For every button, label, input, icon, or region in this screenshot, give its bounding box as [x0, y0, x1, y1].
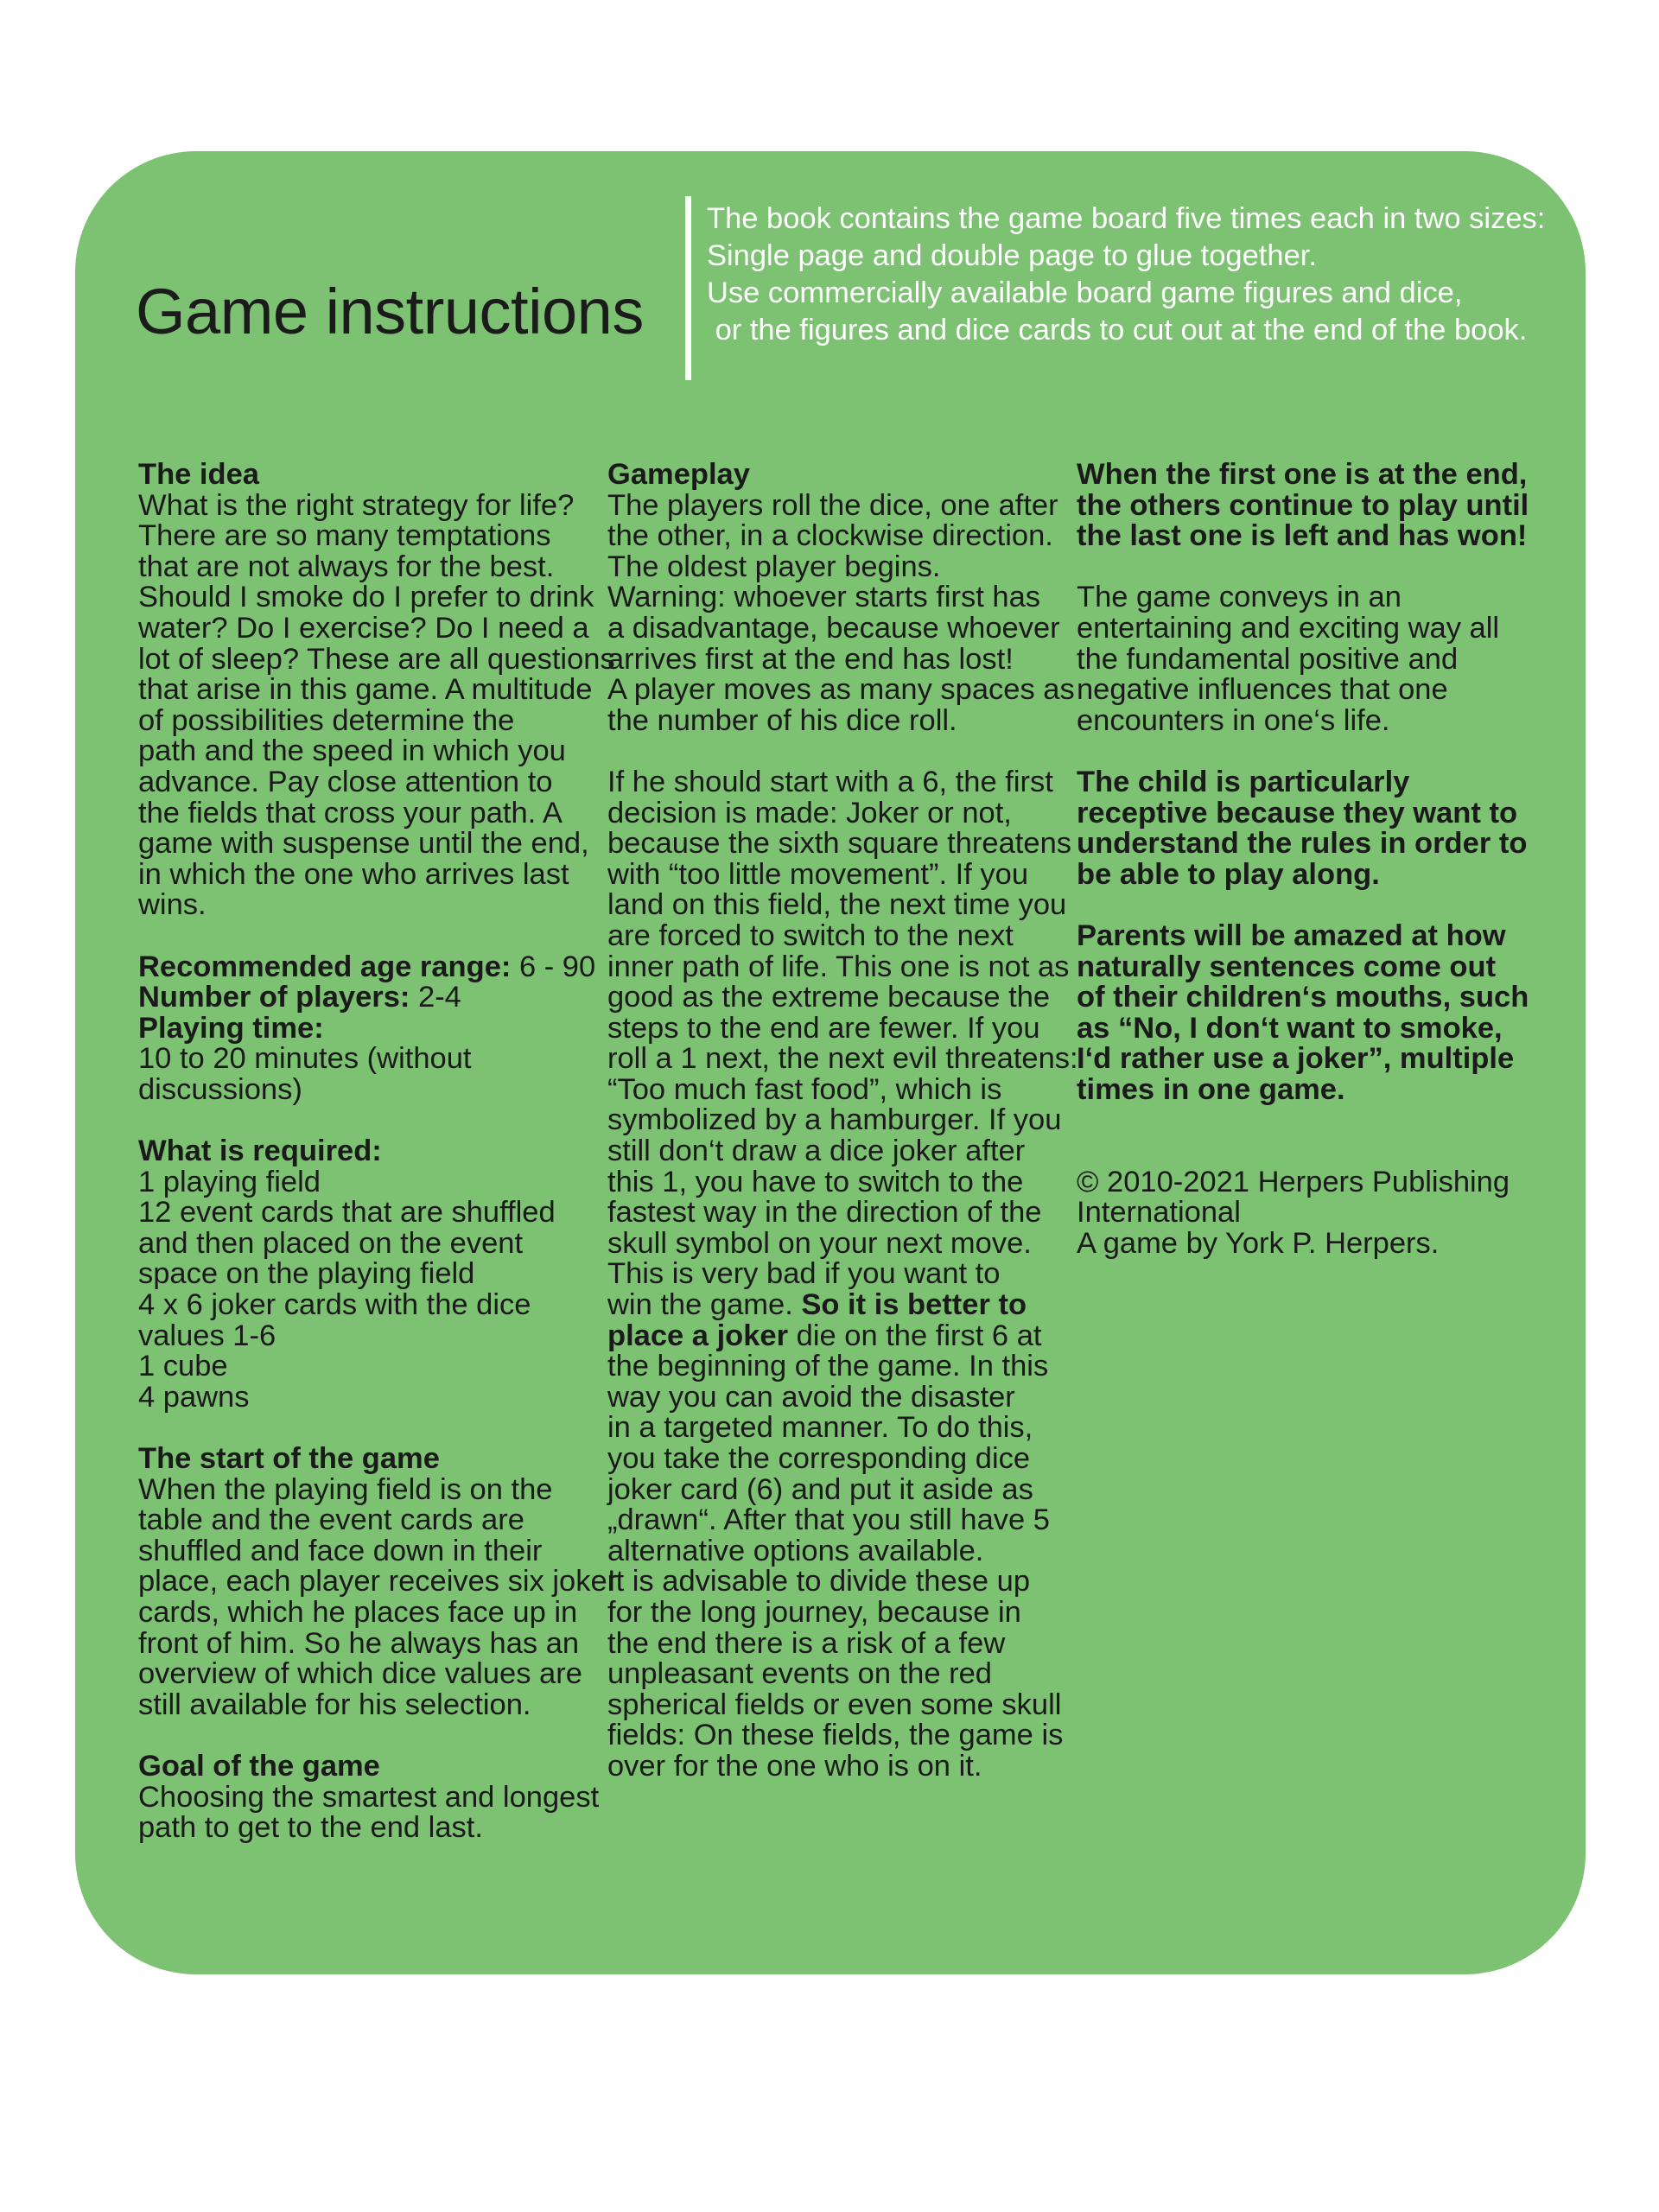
- spacer: [138, 1413, 588, 1444]
- text-line: 4 pawns: [138, 1380, 250, 1414]
- age-value: 6 - 90: [511, 950, 596, 983]
- intro-text: [707, 200, 1546, 349]
- text-line: that are not always for the best.: [138, 550, 555, 583]
- text-line: overview of which dice values are: [138, 1657, 582, 1691]
- text-line: wins.: [138, 888, 207, 922]
- text-line: [607, 1290, 1057, 1321]
- spacer: [138, 1720, 588, 1751]
- text-line: times in one game.: [1077, 1072, 1345, 1106]
- text-line: are forced to switch to the next: [607, 918, 1014, 952]
- spacer: [138, 1105, 588, 1136]
- text-line: front of him. So he always has an: [138, 1626, 580, 1660]
- text-line: shuffled and face down in their: [138, 1534, 543, 1567]
- text-line: spherical fields or even some skull: [607, 1688, 1062, 1721]
- text-line: still available for his selection.: [138, 1688, 531, 1721]
- text-line: skull symbol on your next move.: [607, 1226, 1032, 1260]
- intro-line: Single page and double page to glue together.: [707, 239, 1317, 272]
- text-line: decision is made: Joker or not,: [607, 796, 1012, 830]
- text-line: 12 event cards that are shuffled: [138, 1196, 556, 1230]
- text-line: The players roll the dice, one after: [607, 488, 1058, 522]
- players-label: Number of players:: [138, 981, 410, 1014]
- text-line: A player moves as many spaces as: [607, 673, 1075, 707]
- text-line: lot of sleep? These are all questions: [138, 642, 615, 676]
- spacer: [1077, 552, 1526, 583]
- text-line: way you can avoid the disaster: [607, 1380, 1015, 1414]
- intro-line: The book contains the game board five times each in two sizes:: [707, 202, 1546, 235]
- text-line: Should I smoke do I prefer to drink: [138, 581, 594, 614]
- text-line: the fields that cross your path. A: [138, 796, 563, 830]
- column-left: [138, 458, 618, 1845]
- text-line: The oldest player begins.: [607, 550, 941, 583]
- text-line: fields: On these fields, the game is: [607, 1719, 1064, 1752]
- text-line: values 1-6: [138, 1319, 276, 1352]
- text-line: There are so many temptations: [138, 519, 551, 553]
- text-line: advance. Pay close attention to: [138, 765, 553, 798]
- text-line: and then placed on the event: [138, 1226, 524, 1260]
- text-line: 4 x 6 joker cards with the dice: [138, 1288, 531, 1322]
- text-line: If he should start with a 6, the first: [607, 765, 1053, 798]
- text-line: roll a 1 next, the next evil threatens:: [607, 1042, 1078, 1076]
- text-line: that arise in this game. A multitude: [138, 673, 593, 707]
- text-line: cards, which he places face up in: [138, 1595, 578, 1629]
- spacer: [1077, 736, 1526, 767]
- text-line: This is very bad if you want to: [607, 1257, 1001, 1291]
- text-line: „drawn“. After that you still have 5: [607, 1503, 1050, 1537]
- idea-text: [138, 488, 615, 922]
- spacer: [1077, 1136, 1526, 1167]
- text-line: 1 cube: [138, 1350, 228, 1383]
- spacer: [138, 921, 588, 952]
- age-label: Recommended age range:: [138, 950, 512, 983]
- text-line: of their children‘s mouths, such: [1077, 981, 1529, 1014]
- text-line: discussions): [138, 1072, 302, 1106]
- text-line: game with suspense until the end,: [138, 827, 589, 861]
- text-line: encounters in one‘s life.: [1077, 703, 1390, 737]
- text-line: receptive because they want to: [1077, 796, 1518, 830]
- goal-heading: Goal of the game: [138, 1749, 380, 1783]
- text-line: inner path of life. This one is not as: [607, 950, 1070, 983]
- text-line: with “too little movement”. If you: [607, 857, 1029, 891]
- text-line: Parents will be amazed at how: [1077, 918, 1506, 952]
- text-line: The child is particularly: [1077, 765, 1410, 798]
- text-line: The game conveys in an: [1077, 581, 1402, 614]
- text-line: for the long journey, because in: [607, 1595, 1021, 1629]
- text-line: water? Do I exercise? Do I need a: [138, 611, 589, 645]
- text-line: the number of his dice roll.: [607, 703, 957, 737]
- place-bold-text: place a joker: [607, 1319, 789, 1352]
- text-line: alternative options available.: [607, 1534, 984, 1567]
- text-line: [607, 1321, 1057, 1352]
- required-heading: What is required:: [138, 1135, 382, 1168]
- copyright-line: International: [1077, 1196, 1241, 1230]
- page-title: Game instructions: [136, 276, 644, 347]
- text-line: naturally sentences come out: [1077, 950, 1497, 983]
- text-line: entertaining and exciting way all: [1077, 611, 1500, 645]
- text-line: symbolized by a hamburger. If you: [607, 1103, 1062, 1137]
- text-line: path and the speed in which you: [138, 734, 566, 768]
- text-line: steps to the end are fewer. If you: [607, 1011, 1040, 1045]
- text-line: you take the corresponding dice: [607, 1442, 1031, 1475]
- text-line: be able to play along.: [1077, 857, 1380, 891]
- text-line: place, each player receives six joker: [138, 1565, 618, 1599]
- text-line: the end there is a risk of a few: [607, 1626, 1006, 1660]
- text-line: path to get to the end last.: [138, 1811, 483, 1845]
- text-line: It is advisable to divide these up: [607, 1565, 1031, 1599]
- place-text: die on the first 6 at: [788, 1319, 1042, 1352]
- text-line: Choosing the smartest and longest: [138, 1780, 600, 1814]
- copyright-line: A game by York P. Herpers.: [1077, 1226, 1440, 1260]
- time-label: Playing time:: [138, 1011, 324, 1045]
- text-line: the fundamental positive and: [1077, 642, 1459, 676]
- text-line: in a targeted manner. To do this,: [607, 1411, 1033, 1445]
- text-line: this 1, you have to switch to the: [607, 1165, 1024, 1198]
- text-line: the beginning of the game. In this: [607, 1350, 1049, 1383]
- spacer: [1077, 1105, 1526, 1136]
- text-line: 10 to 20 minutes (without: [138, 1042, 472, 1076]
- win-text: win the game.: [607, 1288, 802, 1322]
- text-line: land on this field, the next time you: [607, 888, 1067, 922]
- text-line: understand the rules in order to: [1077, 827, 1528, 861]
- copyright-line: © 2010-2021 Herpers Publishing: [1077, 1165, 1510, 1198]
- text-line: in which the one who arrives last: [138, 857, 569, 891]
- text-line: of possibilities determine the: [138, 703, 515, 737]
- text-line: the other, in a clockwise direction.: [607, 519, 1053, 553]
- text-line: arrives first at the end has lost!: [607, 642, 1014, 676]
- text-line: “Too much fast food”, which is: [607, 1072, 1002, 1106]
- gameplay-heading: Gameplay: [607, 458, 750, 491]
- text-line: Warning: whoever starts first has: [607, 581, 1041, 614]
- text-line: the last one is left and has won!: [1077, 519, 1528, 553]
- text-line: When the first one is at the end,: [1077, 458, 1528, 491]
- win-bold-text: So it is better to: [801, 1288, 1027, 1322]
- text-line: still don‘t draw a dice joker after: [607, 1135, 1026, 1168]
- spacer: [1077, 890, 1526, 921]
- text-line: negative influences that one: [1077, 673, 1448, 707]
- text-line: fastest way in the direction of the: [607, 1196, 1042, 1230]
- column-middle: [607, 458, 1078, 1783]
- text-line: unpleasant events on the red: [607, 1657, 992, 1691]
- text-line: When the playing field is on the: [138, 1472, 553, 1506]
- text-line: as “No, I don‘t want to smoke,: [1077, 1011, 1503, 1045]
- text-line: space on the playing field: [138, 1257, 475, 1291]
- intro-line: Use commercially available board game figures and dice,: [707, 276, 1463, 309]
- text-line: joker card (6) and put it aside as: [607, 1472, 1033, 1506]
- text-line: the others continue to play until: [1077, 488, 1529, 522]
- players-value: 2-4: [410, 981, 461, 1014]
- text-line: a disadvantage, because whoever: [607, 611, 1060, 645]
- title-divider: [685, 196, 691, 380]
- player-count: [138, 982, 588, 1014]
- text-line: What is the right strategy for life?: [138, 488, 575, 522]
- spacer: [607, 736, 1057, 767]
- text-line: over for the one who is on it.: [607, 1749, 982, 1783]
- intro-line: or the figures and dice cards to cut out at the end of the book.: [707, 314, 1528, 346]
- start-heading: The start of the game: [138, 1442, 440, 1475]
- text-line: I‘d rather use a joker”, multiple: [1077, 1042, 1515, 1076]
- age-range: [138, 950, 596, 983]
- column-right: [1077, 458, 1529, 1260]
- idea-heading: The idea: [138, 458, 259, 491]
- text-line: because the sixth square threatens: [607, 827, 1072, 861]
- text-line: 1 playing field: [138, 1165, 321, 1198]
- text-line: table and the event cards are: [138, 1503, 524, 1537]
- text-line: good as the extreme because the: [607, 981, 1051, 1014]
